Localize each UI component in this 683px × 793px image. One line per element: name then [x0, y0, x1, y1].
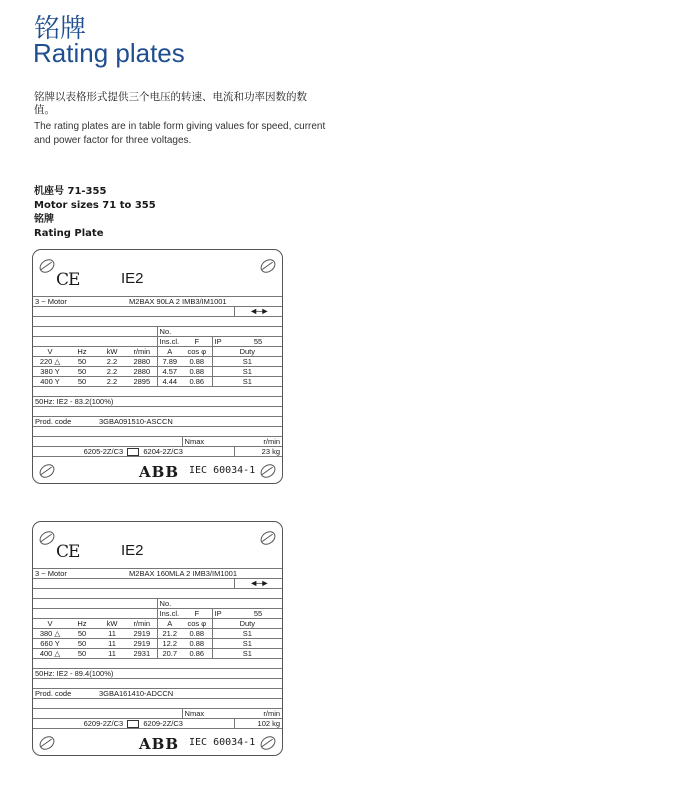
rating-header-cell: r/min	[127, 347, 157, 357]
plate-table	[33, 568, 282, 728]
rating-header-cell: Duty	[212, 347, 282, 357]
rating-row	[33, 367, 282, 377]
mounting-hole-icon	[37, 256, 57, 275]
mounting-hole-icon	[258, 462, 278, 481]
rmin-label: r/min	[234, 437, 282, 447]
rating-cell: S1	[212, 639, 282, 649]
mounting-hole-icon	[258, 528, 278, 547]
rating-header-cell: A	[157, 347, 182, 357]
plate-footer	[33, 728, 282, 755]
efficiency-text: 50Hz: IE2 - 83.2(100%)	[33, 397, 282, 407]
rotation-arrow-icon: ◄─►	[234, 307, 282, 317]
rating-cell: 2.2	[97, 377, 127, 387]
bearings	[33, 719, 234, 729]
rating-cell: 4.57	[157, 367, 182, 377]
motor-label: 3 ~ Motor	[33, 297, 127, 307]
rating-header-cell: Duty	[212, 619, 282, 629]
plate-table	[33, 296, 282, 456]
rating-cell: 50	[67, 357, 97, 367]
weight-value: 102 kg	[234, 719, 282, 729]
insulation-label: Ins.cl.	[157, 337, 182, 347]
mounting-hole-icon	[37, 462, 57, 481]
ip-label: IP	[212, 609, 234, 619]
abb-logo: ABB	[139, 735, 179, 754]
insulation-value: F	[182, 337, 212, 347]
rating-cell: 11	[97, 649, 127, 659]
ip-label: IP	[212, 337, 234, 347]
rating-cell: 50	[67, 377, 97, 387]
motor-sizes-en: Motor sizes 71 to 355	[34, 200, 156, 211]
rating-row	[33, 377, 282, 387]
prod-code-label: Prod. code	[33, 417, 97, 427]
rating-cell: 7.89	[157, 357, 182, 367]
rating-header-cell: A	[157, 619, 182, 629]
rating-cell: 380 △	[33, 629, 67, 639]
weight-value: 23 kg	[234, 447, 282, 457]
bearing-nde: 6204-2Z/C3	[143, 447, 183, 456]
rating-cell: 380 Y	[33, 367, 67, 377]
plate-header	[33, 522, 282, 568]
iec-standard: IEC 60034-1	[189, 737, 256, 749]
rating-header-cell: V	[33, 619, 67, 629]
rating-header-cell: r/min	[127, 619, 157, 629]
mounting-hole-icon	[258, 734, 278, 753]
rating-header-cell: kW	[97, 347, 127, 357]
bearings	[33, 447, 234, 457]
rating-cell: 2895	[127, 377, 157, 387]
rating-header-row	[33, 619, 282, 629]
rating-cell: 2931	[127, 649, 157, 659]
rating-cell: 400 △	[33, 649, 67, 659]
motor-model: M2BAX 90LA 2 IMB3/IM1001	[127, 297, 282, 307]
rating-cell: 2919	[127, 639, 157, 649]
ip-value: 55	[234, 337, 282, 347]
bearing-de: 6205-2Z/C3	[83, 447, 124, 456]
rating-cell: 11	[97, 629, 127, 639]
page-title-cn: 铭牌	[34, 14, 87, 44]
rotation-arrow-icon: ◄─►	[234, 579, 282, 589]
page-title-en: Rating plates	[33, 38, 185, 68]
shaft-icon	[127, 448, 139, 456]
insulation-value: F	[182, 609, 212, 619]
spec-block	[34, 185, 156, 241]
rating-row	[33, 649, 282, 659]
ce-mark-icon: CE	[56, 270, 80, 290]
efficiency-text: 50Hz: IE2 - 89.4(100%)	[33, 669, 282, 679]
abb-logo: ABB	[139, 463, 179, 482]
prod-code-label: Prod. code	[33, 689, 97, 699]
rating-cell: 50	[67, 367, 97, 377]
mounting-hole-icon	[37, 528, 57, 547]
rating-cell: 2.2	[97, 357, 127, 367]
ip-value: 55	[234, 609, 282, 619]
rating-cell: 0.86	[182, 649, 212, 659]
prod-code-value: 3GBA091510-ASCCN	[97, 417, 282, 427]
rating-plate	[32, 249, 283, 484]
plate-footer	[33, 456, 282, 483]
rating-cell: S1	[212, 367, 282, 377]
rating-cell: 4.44	[157, 377, 182, 387]
serial-no-label: No.	[157, 327, 282, 337]
mounting-hole-icon	[37, 734, 57, 753]
rating-header-cell: kW	[97, 619, 127, 629]
rating-cell: 50	[67, 649, 97, 659]
rating-cell: 0.88	[182, 357, 212, 367]
rating-cell: 0.88	[182, 367, 212, 377]
rating-cell: 400 Y	[33, 377, 67, 387]
rating-cell: 2880	[127, 357, 157, 367]
serial-no-label: No.	[157, 599, 282, 609]
rmin-label: r/min	[234, 709, 282, 719]
rating-header-cell: Hz	[67, 347, 97, 357]
rating-cell: S1	[212, 357, 282, 367]
nmax-label: Nmax	[182, 437, 234, 447]
iec-standard: IEC 60034-1	[189, 465, 256, 477]
rating-cell: S1	[212, 649, 282, 659]
rating-plate	[32, 521, 283, 756]
rating-header-row	[33, 347, 282, 357]
rating-cell: 2880	[127, 367, 157, 377]
prod-code-value: 3GBA161410-ADCCN	[97, 689, 282, 699]
rating-cell: 12.2	[157, 639, 182, 649]
intro-text-en: The rating plates are in table form giving values for speed, current and power factor for three voltages.	[34, 121, 326, 146]
insulation-label: Ins.cl.	[157, 609, 182, 619]
rating-cell: 0.88	[182, 639, 212, 649]
intro-text-cn: 铭牌以表格形式提供三个电压的转速、电流和功率因数的数值。	[34, 91, 307, 116]
efficiency-class: IE2	[121, 542, 144, 559]
rating-header-cell: V	[33, 347, 67, 357]
rating-cell: 21.2	[157, 629, 182, 639]
rating-row	[33, 629, 282, 639]
rating-cell: 2919	[127, 629, 157, 639]
rating-cell: 2.2	[97, 367, 127, 377]
efficiency-class: IE2	[121, 270, 144, 287]
rating-cell: 50	[67, 629, 97, 639]
motor-sizes-cn: 机座号 71-355	[34, 186, 107, 197]
rating-header-cell: cos φ	[182, 619, 212, 629]
plate-header	[33, 250, 282, 296]
bearing-de: 6209-2Z/C3	[83, 719, 124, 728]
rating-cell: 20.7	[157, 649, 182, 659]
motor-model: M2BAX 160MLA 2 IMB3/IM1001	[127, 569, 282, 579]
nmax-label: Nmax	[182, 709, 234, 719]
motor-label: 3 ~ Motor	[33, 569, 127, 579]
shaft-icon	[127, 720, 139, 728]
rating-cell: 220 △	[33, 357, 67, 367]
rating-header-cell: Hz	[67, 619, 97, 629]
rating-plate-cn: 铭牌	[34, 214, 54, 225]
rating-cell: S1	[212, 377, 282, 387]
rating-row	[33, 357, 282, 367]
ce-mark-icon: CE	[56, 542, 80, 562]
rating-cell: S1	[212, 629, 282, 639]
rating-cell: 50	[67, 639, 97, 649]
rating-header-cell: cos φ	[182, 347, 212, 357]
rating-cell: 11	[97, 639, 127, 649]
rating-cell: 0.86	[182, 377, 212, 387]
rating-plate-en: Rating Plate	[34, 228, 104, 239]
rating-cell: 660 Y	[33, 639, 67, 649]
rating-cell: 0.88	[182, 629, 212, 639]
bearing-nde: 6209-2Z/C3	[143, 719, 183, 728]
rating-row	[33, 639, 282, 649]
mounting-hole-icon	[258, 256, 278, 275]
